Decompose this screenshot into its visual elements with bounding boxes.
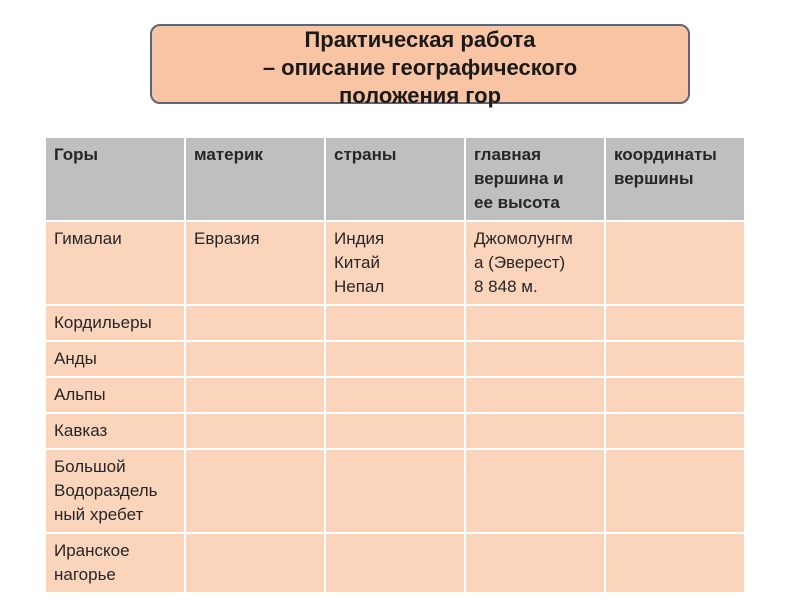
cell-coordinates (605, 377, 745, 413)
cell-continent (185, 377, 325, 413)
table-header-row (45, 137, 745, 221)
cell-coordinates (605, 221, 745, 305)
mountains-table (44, 136, 746, 594)
cell-countries (325, 221, 465, 305)
cell-continent (185, 305, 325, 341)
title-line-2: – описание географического (262, 55, 578, 80)
cell-text: Альпы (54, 385, 106, 404)
cell-text: Большой (54, 457, 126, 476)
table-row (45, 413, 745, 449)
header-coordinates (605, 137, 745, 221)
cell-text: нагорье (54, 565, 116, 584)
cell-mountains (45, 413, 185, 449)
header-text: страны (334, 145, 397, 164)
cell-continent (185, 221, 325, 305)
cell-text: Кавказ (54, 421, 108, 440)
table-row (45, 449, 745, 533)
cell-main-peak (465, 413, 605, 449)
header-main-peak (465, 137, 605, 221)
cell-continent (185, 449, 325, 533)
cell-continent (185, 413, 325, 449)
cell-mountains (45, 341, 185, 377)
table-row (45, 305, 745, 341)
cell-countries (325, 413, 465, 449)
cell-text: Водораздель (54, 481, 158, 500)
cell-coordinates (605, 449, 745, 533)
cell-text: Непал (334, 277, 385, 296)
cell-text: Кордильеры (54, 313, 152, 332)
cell-continent (185, 341, 325, 377)
cell-mountains (45, 377, 185, 413)
header-text: главная (474, 145, 542, 164)
cell-text: 8 848 м. (474, 277, 538, 296)
title-line-3: положения гор (338, 83, 502, 108)
cell-mountains (45, 305, 185, 341)
cell-coordinates (605, 341, 745, 377)
table-row (45, 533, 745, 593)
cell-text: ный хребет (54, 505, 144, 524)
cell-mountains (45, 533, 185, 593)
title-box (150, 24, 690, 108)
cell-countries (325, 377, 465, 413)
cell-text: а (Эверест) (474, 253, 566, 272)
cell-text: Иранское (54, 541, 130, 560)
cell-text: Индия (334, 229, 385, 248)
cell-main-peak (465, 533, 605, 593)
cell-coordinates (605, 533, 745, 593)
cell-text: Евразия (194, 229, 260, 248)
cell-countries (325, 449, 465, 533)
cell-main-peak (465, 305, 605, 341)
table-row (45, 341, 745, 377)
cell-text: Джомолунгм (474, 229, 573, 248)
cell-main-peak (465, 221, 605, 305)
cell-countries (325, 305, 465, 341)
header-text: вершина и (474, 169, 564, 188)
header-text: Горы (54, 145, 99, 164)
cell-coordinates (605, 305, 745, 341)
header-text: вершины (614, 169, 694, 188)
cell-main-peak (465, 449, 605, 533)
cell-mountains (45, 221, 185, 305)
header-mountains (45, 137, 185, 221)
cell-continent (185, 533, 325, 593)
cell-mountains (45, 449, 185, 533)
cell-main-peak (465, 377, 605, 413)
cell-coordinates (605, 413, 745, 449)
table-row (45, 377, 745, 413)
cell-text: Анды (54, 349, 97, 368)
header-text: ее высота (474, 193, 560, 212)
cell-countries (325, 533, 465, 593)
header-countries (325, 137, 465, 221)
header-text: координаты (614, 145, 717, 164)
cell-countries (325, 341, 465, 377)
header-continent (185, 137, 325, 221)
cell-text: Гималаи (54, 229, 122, 248)
table-row (45, 221, 745, 305)
title-line-1: Практическая работа (304, 27, 536, 52)
cell-main-peak (465, 341, 605, 377)
cell-text: Китай (334, 253, 380, 272)
header-text: материк (194, 145, 263, 164)
